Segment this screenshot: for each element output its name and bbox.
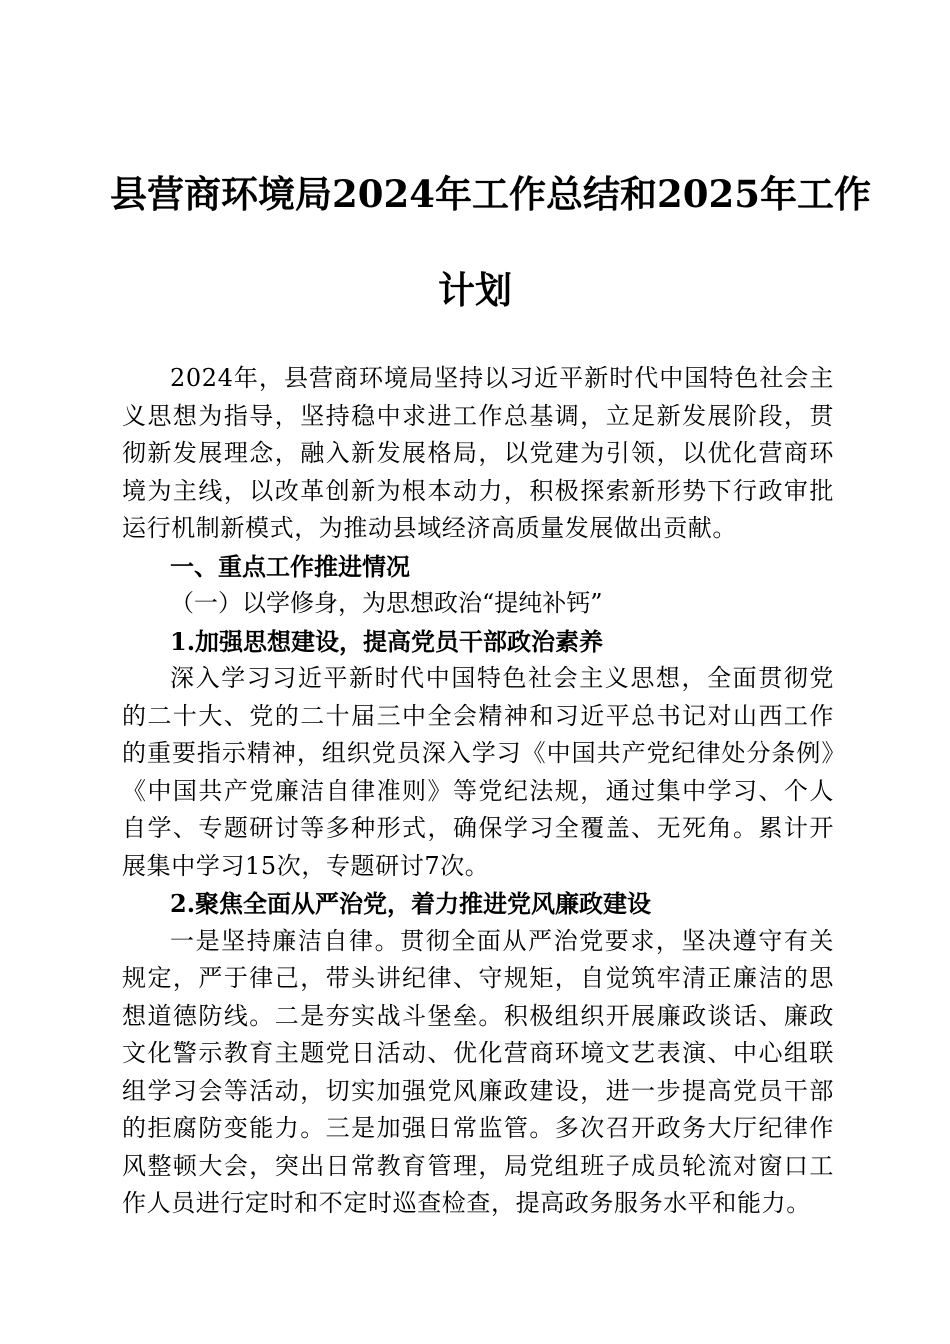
document-body: [122, 360, 834, 1223]
item-heading-1: 1.加强思想建设，提高党员干部政治素养: [170, 626, 604, 656]
intro-paragraph: 2024年，县营商环境局坚持以习近平新时代中国特色社会主义思想为指导，坚持稳中求进工作总基调，立足新发展阶段，贯彻新发展理念，融入新发展格局，以党建为引领，以优化营商环境为主线，以改革创新为根本动力，积极探索新形势下行政审批运行机制新模式，为推动县域经济高质量发展做出贡献。: [122, 364, 834, 542]
section-heading-1: 一、重点工作推进情况: [170, 551, 410, 581]
item-paragraph-1: 深入学习习近平新时代中国特色社会主义思想，全面贯彻党的二十大、党的二十届三中全会精神和习近平总书记对山西工作的重要指示精神，组织党员深入学习《中国共产党纪律处分条例》《中国共产党廉洁自律准则》等党纪法规，通过集中学习、个人自学、专题研讨等多种形式，确保学习全覆盖、无死角。累计开展集中学习15次，专题研讨7次。: [122, 664, 834, 880]
item-heading-2: 2.聚焦全面从严治党，着力推进党风廉政建设: [170, 889, 652, 918]
item-paragraph-2: 一是坚持廉洁自律。贯彻全面从严治党要求，坚决遵守有关规定，严于律己，带头讲纪律、守规矩，自觉筑牢清正廉洁的思想道德防线。二是夯实战斗堡垒。积极组织开展廉政谈话、廉政文化警示教育主题党日活动、优化营商环境文艺表演、中心组联组学习会等活动，切实加强党风廉政建设，进一步提高党员干部的拒腐防变能力。三是加强日常监管。多次召开政务大厅纪律作风整顿大会，突出日常教育管理，局党组班子成员轮流对窗口工作人员进行定时和不定时巡查检查，提高政务服务水平和能力。: [122, 926, 834, 1217]
subsection-heading-1: （一）以学修身，为思想政治“提纯补钙”: [170, 589, 603, 617]
document-title-line-2: 计划: [438, 268, 512, 312]
document-title-line-1: 县营商环境局2024年工作总结和2025年工作: [110, 172, 871, 216]
